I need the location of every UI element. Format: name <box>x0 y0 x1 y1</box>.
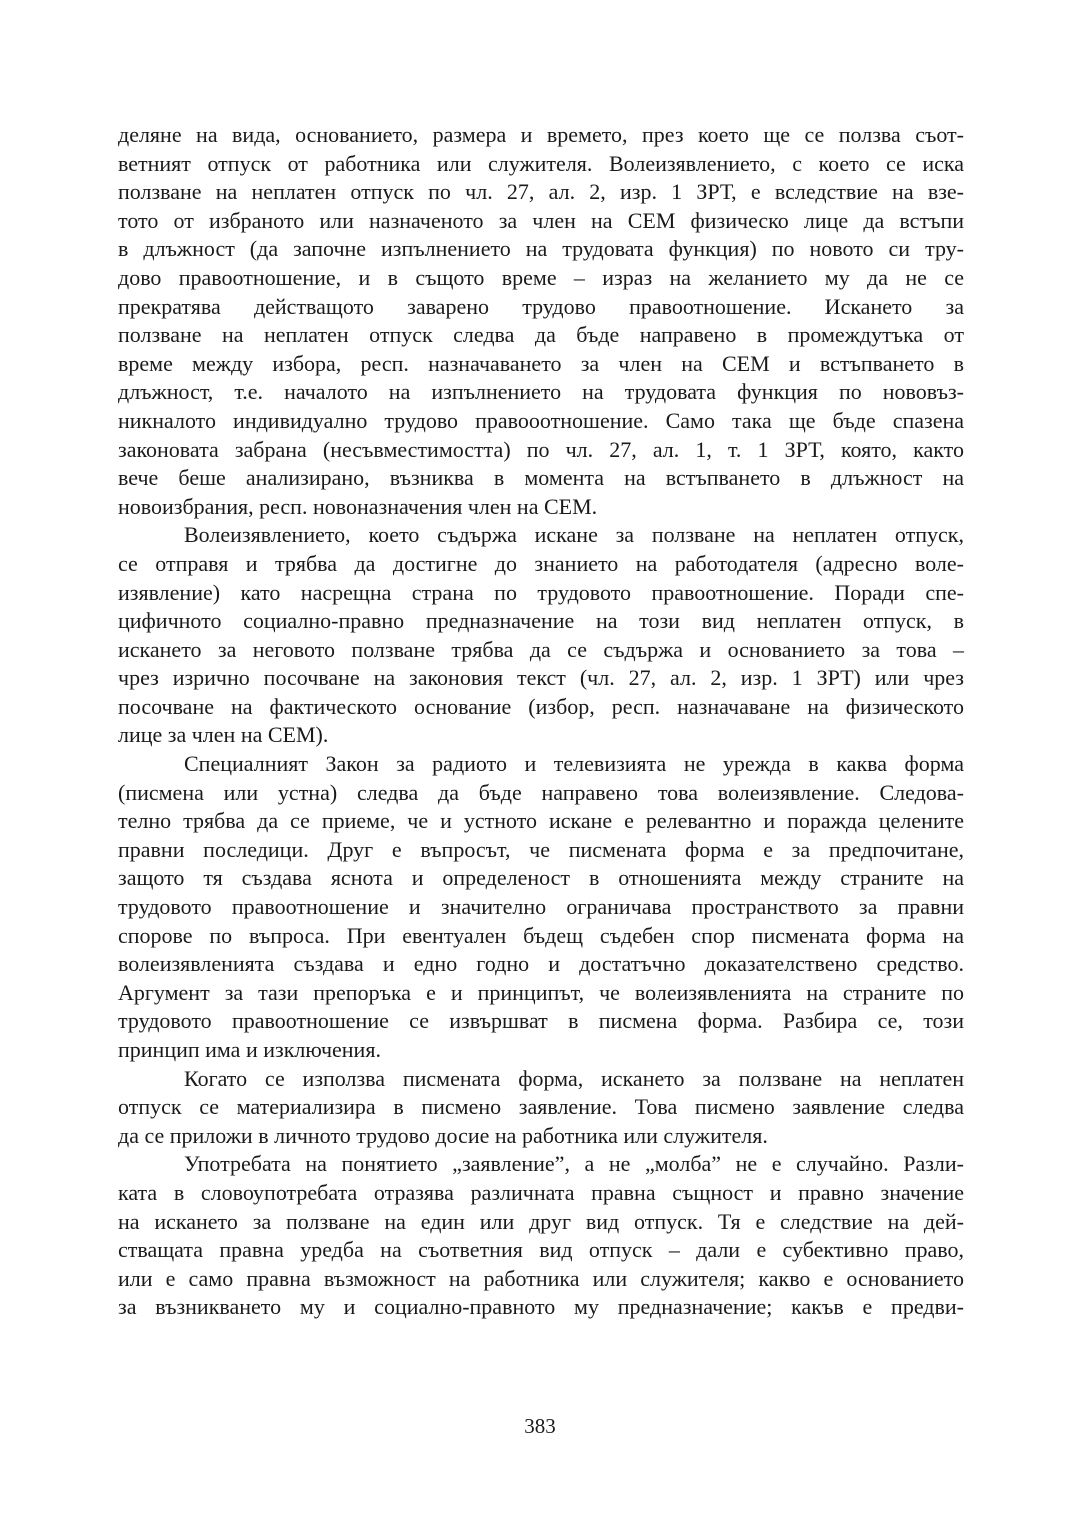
text-line: правни последици. Друг е въпросът, че писмената форма е за предпочитане, <box>118 836 964 862</box>
text-line: посочване на фактическото основание (избор, респ. назначаване на физическото <box>118 693 964 719</box>
text-line: законовата забрана (несъвместимостта) по чл. 27, ал. 1, т. 1 ЗРТ, която, както <box>118 436 964 462</box>
paragraph <box>118 750 964 1065</box>
text-line: се отправя и трябва да достигне до знанието на работодателя (адресно воле- <box>118 550 964 576</box>
text-line: защото тя създава яснота и определеност в отношенията между страните на <box>118 865 964 891</box>
text-line: лице за член на СЕМ). <box>118 722 329 748</box>
text-line: тото от избраното или назначеното за член на СЕМ физическо лице да встъпи <box>118 207 964 233</box>
text-line: никналото индивидуално трудово правооотношение. Само така ще бъде спазена <box>118 407 964 433</box>
text-line: стващата правна уредба на съответния вид отпуск – дали е субективно право, <box>118 1237 964 1263</box>
paragraph <box>118 121 964 521</box>
text-line: време между избора, респ. назначаването за член на СЕМ и встъпването в <box>118 350 964 376</box>
text-line: чрез изрично посочване на законовия текст (чл. 27, ал. 2, изр. 1 ЗРТ) или чрез <box>118 665 964 691</box>
text-line: трудовото правоотношение се извършват в писмена форма. Разбира се, този <box>118 1008 964 1034</box>
text-line: телно трябва да се приеме, че и устното искане е релевантно и поражда целените <box>118 808 964 834</box>
text-line: принцип има и изключения. <box>118 1037 381 1062</box>
text-line: (писмена или устна) следва да бъде направено това волеизявление. Следова- <box>118 779 964 805</box>
text-line: длъжност, т.е. началото на изпълнението на трудовата функция по нововъз- <box>118 379 964 405</box>
text-line: вече беше анализирано, възниква в момента на встъпването в длъжност на <box>118 465 964 491</box>
text-line: за възникването му и социално-правното му предназначение; какъв е предви- <box>118 1294 964 1320</box>
body-text <box>118 121 964 1322</box>
text-line: или е само правна възможност на работника или служителя; какво е основанието <box>118 1265 964 1291</box>
text-line: на искането за ползване на един или друг вид отпуск. Тя е следствие на дей- <box>118 1208 964 1234</box>
text-line: Специалният Закон за радиото и телевизията не урежда в каква форма <box>184 751 964 777</box>
page-number: 383 <box>524 1414 556 1438</box>
text-line: ползване на неплатен отпуск следва да бъде направено в промеждутъка от <box>118 322 964 348</box>
text-line: изявление) като насрещна страна по трудовото правоотношение. Поради спе- <box>118 579 964 605</box>
text-line: спорове по въпроса. При евентуален бъдещ съдебен спор писмената форма на <box>118 922 964 948</box>
text-line: волеизявленията създава и едно годно и достатъчно доказателствено средство. <box>118 951 964 977</box>
text-line: Употребата на понятието „заявление”, а не „молба” не е случайно. Разли- <box>184 1151 964 1177</box>
text-line: ползване на неплатен отпуск по чл. 27, ал. 2, изр. 1 ЗРТ, е вследствие на взе- <box>118 179 964 205</box>
text-line: Аргумент за тази препоръка е и принципът, че волеизявленията на страните по <box>118 979 964 1005</box>
text-line: дово правоотношение, и в същото време – израз на желанието му да не се <box>118 264 964 290</box>
text-line: да се приложи в личното трудово досие на работника или служителя. <box>118 1122 768 1148</box>
text-line: искането за неговото ползване трябва да се съдържа и основанието за това – <box>118 636 964 662</box>
text-line: Когато се използва писмената форма, искането за ползване на неплатен <box>184 1065 964 1091</box>
text-line: новоизбрания, респ. новоназначения член на СЕМ. <box>118 493 598 519</box>
paragraph <box>118 1150 964 1322</box>
text-line: отпуск се материализира в писмено заявление. Това писмено заявление следва <box>118 1094 964 1120</box>
text-line: в длъжност (да започне изпълнението на трудовата функция) по новото си тру- <box>118 236 964 262</box>
text-line: ветният отпуск от работника или служителя. Волеизявлението, с което се иска <box>118 150 964 176</box>
text-line: деляне на вида, основанието, размера и времето, през което ще се ползва съот- <box>118 122 964 147</box>
text-line: трудовото правоотношение и значително ограничава пространството за правни <box>118 894 964 920</box>
text-line: Волеизявлението, което съдържа искане за ползване на неплатен отпуск, <box>184 522 964 548</box>
paragraph <box>118 1065 964 1151</box>
text-line: прекратява действащото заварено трудово правоотношение. Искането за <box>118 293 964 319</box>
text-line: ката в словоупотребата отразява различната правна същност и правно значение <box>118 1179 964 1205</box>
paragraph <box>118 521 964 750</box>
text-line: цифичното социално-правно предназначение на този вид неплатен отпуск, в <box>118 608 964 634</box>
